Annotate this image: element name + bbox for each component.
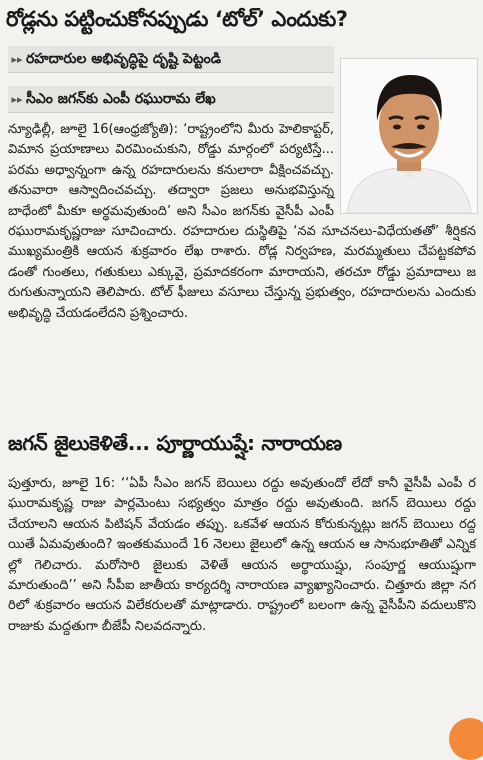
subheadline-1-text: రహదారుల అభివృద్ధిపై దృష్టి పెట్టండి: [26, 51, 222, 67]
subheadline-2-text: సీఎం జగన్‌కు ఎంపీ రఘురామ లేఖ: [26, 91, 216, 107]
main-headline: రోడ్లను పట్టించుకోనప్పుడు ‘టోల్’ ఎందుకు?: [6, 7, 348, 31]
subheadline-1: [8, 46, 334, 73]
double-chevron-icon: ▸▸: [11, 53, 23, 66]
subheadline-2: [8, 86, 334, 113]
photo-spacer: [334, 120, 476, 214]
article-2-body: [8, 474, 476, 742]
article-2-text: పుత్తూరు, జూలై 16: ‘‘ఏపీ సీఎం జగన్ బెయిలు రద్దు అవుతుందో లేదో కానీ వైసీపీ ఎంపీ రఘురామకృష్ణ రాజు పార్లమెంటు సభ్యత్వం మాత్రం రద్దు అవుతుంది. జగన్ బెయిలు రద్దు చేయాలని ఆయన పిటిషన్ వేయడం తప్పు. ఒకవేళ ఆయన కోరుకున్నట్లు జగన్ బెయిలు రద్దయితే ఏమవుతుంది? ఇంతకుముందే 16 నెలలు జైలులో ఉన్న ఆయన ఆ సానుభూతితో ఎన్నికల్లో గెలిచారు. మరోసారి జైలుకు వెళితే ఆయన అర్థాయుష్షు, సంపూర్ణ ఆయుష్షుగా మారుతుంది’’ అని సీపీఐ జాతీయ కార్యదర్శి నారాయణ వ్యాఖ్యానించారు. చిత్తూరు జిల్లా నగరిలో శుక్రవారం ఆయన విలేకరులతో మాట్లాడారు. రాష్ట్రంలో బలంగా ఉన్న వైసీపీని వదులుకొని రాజుకు మద్దతుగా బీజేపీ నిలవదన్నారు.: [8, 476, 476, 634]
second-headline: జగన్ జైలుకెళితే... పూర్ణాయుష్షే: నారాయణ: [8, 431, 342, 455]
article-1-body: [8, 120, 476, 422]
corner-mark: [449, 718, 483, 760]
article-1-text: న్యూఢిల్లీ, జూలై 16(ఆంధ్రజ్యోతి): ‘రాష్ట్రంలోని మీరు హెలికాప్టర్, విమాన ప్రయాణాలు విరమించుకుని, రోడ్డు మార్గంలో పర్యటిస్తే... పరమ అధ్వాన్నంగా ఉన్న రహదారులను కనులారా వీక్షించవచ్చు. తనువారా ఆస్వాదించవచ్చు. తద్వారా ప్రజలు అనుభవిస్తున్న బాధేంటో మీకూ అర్థమవుతుంది’ అని సీఎం జగన్‌కు వైసీపీ ఎంపీ రఘురామకృష్ణరాజు సూచించారు. రహదారుల దుస్థితిపై ‘నవ సూచనలు-విధేయతతో’ శీర్షికన ముఖ్యమంత్రికి ఆయన శుక్రవారం లేఖ రాశారు. రోడ్ల నిర్వహణ, మరమ్మతులు చేపట్టకపోవడంతో గుంతలు, గతుకులు ఎక్కువై, ప్రమాదకరంగా మారాయని, తరచూ రోడ్డు ప్రమాదాలు జరుగుతున్నాయని తెలిపారు. టోల్ ఫీజులు వసూలు చేస్తున్న ప్రభుత్వం, రహదారులను ఎందుకు అభివృద్ధి చేయడంలేదని ప్రశ్నించారు.: [8, 122, 476, 321]
double-chevron-icon: ▸▸: [11, 93, 23, 106]
